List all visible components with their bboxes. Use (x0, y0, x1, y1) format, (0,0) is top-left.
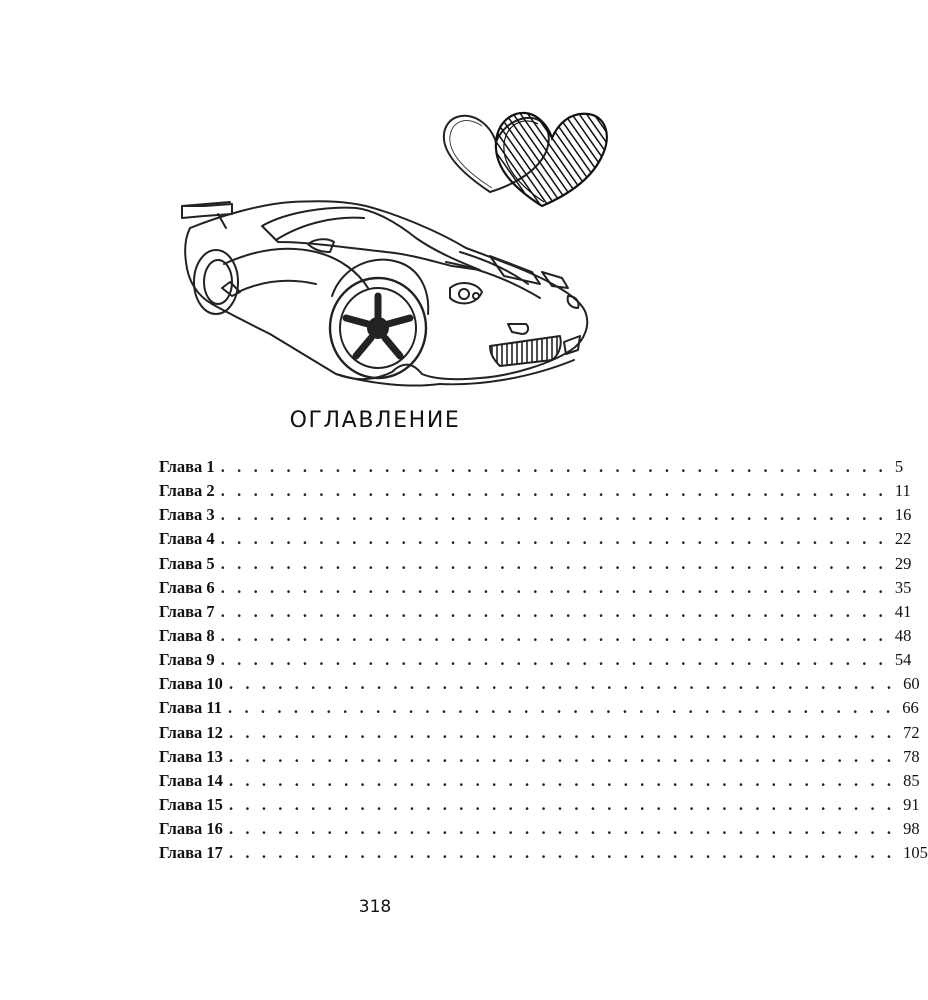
toc-leader-dots: . . . . . . . . . . . . . . . . . . . . . . . . . . . . . . . . . . . . . . . . . (220, 625, 887, 645)
toc-entry-page: 54 (894, 650, 912, 670)
toc-leader-dots: . . . . . . . . . . . . . . . . . . . . . . . . . . . . . . . . . . . . . . . . . (228, 674, 896, 694)
toc-entry-label: Глава 6 (159, 577, 215, 597)
toc-heading: ОГЛАВЛЕНИЕ (289, 408, 461, 433)
toc-entry-1[interactable] (159, 457, 904, 481)
toc-entry-3[interactable] (159, 505, 912, 529)
toc-leader-dots: . . . . . . . . . . . . . . . . . . . . . . . . . . . . . . . . . . . . . . . . . (220, 553, 887, 573)
toc-leader-dots: . . . . . . . . . . . . . . . . . . . . . . . . . . . . . . . . . . . . . . . . . (220, 529, 887, 549)
toc-entry-7[interactable] (159, 601, 912, 626)
toc-entry-label: Глава 5 (159, 553, 215, 573)
toc-entry-6[interactable] (159, 577, 912, 602)
toc-leader-dots: . . . . . . . . . . . . . . . . . . . . . . . . . . . . . . . . . . . . . . . . . (228, 770, 896, 790)
toc-entry-10[interactable] (159, 674, 920, 698)
sports-car-drawing (182, 201, 587, 385)
toc-entry-label: Глава 3 (159, 505, 215, 525)
toc-entry-page: 105 (903, 843, 928, 863)
toc-entry-page: 11 (894, 481, 911, 501)
toc-leader-dots: . . . . . . . . . . . . . . . . . . . . . . . . . . . . . . . . . . . . . . . . . (220, 481, 887, 501)
toc-entry-page: 22 (894, 529, 912, 549)
toc-entry-page: 91 (903, 794, 920, 814)
toc-entry-label: Глава 1 (159, 457, 215, 476)
toc-leader-dots: . . . . . . . . . . . . . . . . . . . . . . . . . . . . . . . . . . . . . . . . . (228, 843, 896, 863)
toc-entry-page: 35 (894, 577, 912, 597)
toc-entry-page: 48 (894, 625, 912, 645)
table-of-contents (159, 457, 928, 867)
toc-entry-page: 72 (903, 722, 920, 742)
toc-leader-dots: . . . . . . . . . . . . . . . . . . . . . . . . . . . . . . . . . . . . . . . . . (228, 794, 896, 814)
car-and-hearts-illustration (160, 92, 620, 402)
toc-entry-label: Глава 17 (159, 843, 223, 863)
toc-entry-13[interactable] (159, 746, 920, 771)
toc-entry-label: Глава 10 (159, 674, 223, 694)
toc-entry-page: 29 (894, 553, 912, 573)
toc-leader-dots: . . . . . . . . . . . . . . . . . . . . . . . . . . . . . . . . . . . . . . . . . (220, 505, 887, 525)
toc-entry-page: 16 (894, 505, 912, 525)
toc-leader-dots: . . . . . . . . . . . . . . . . . . . . . . . . . . . . . . . . . . . . . . . . . (228, 722, 896, 742)
toc-entry-label: Глава 8 (159, 625, 215, 645)
toc-leader-dots: . . . . . . . . . . . . . . . . . . . . . . . . . . . . . . . . . . . . . . . . . (228, 698, 895, 718)
toc-leader-dots: . . . . . . . . . . . . . . . . . . . . . . . . . . . . . . . . . . . . . . . . . (228, 819, 896, 839)
toc-entry-page: 66 (902, 698, 919, 718)
toc-entry-page: 98 (903, 819, 920, 839)
toc-entry-label: Глава 16 (159, 819, 223, 839)
toc-entry-label: Глава 7 (159, 601, 215, 621)
toc-entry-15[interactable] (159, 794, 920, 819)
toc-leader-dots: . . . . . . . . . . . . . . . . . . . . . . . . . . . . . . . . . . . . . . . . . (220, 577, 887, 597)
toc-entry-9[interactable] (159, 650, 912, 674)
toc-entry-12[interactable] (159, 722, 920, 747)
toc-leader-dots: . . . . . . . . . . . . . . . . . . . . . . . . . . . . . . . . . . . . . . . . . (228, 746, 896, 766)
toc-entry-label: Глава 14 (159, 770, 223, 790)
toc-entry-5[interactable] (159, 553, 912, 578)
toc-entry-page: 85 (903, 770, 920, 790)
toc-leader-dots: . . . . . . . . . . . . . . . . . . . . . . . . . . . . . . . . . . . . . . . . . (220, 650, 887, 670)
toc-entry-label: Глава 13 (159, 746, 223, 766)
toc-entry-page: 5 (894, 457, 904, 476)
toc-entry-2[interactable] (159, 481, 911, 505)
toc-entry-page: 60 (903, 674, 920, 694)
toc-leader-dots: . . . . . . . . . . . . . . . . . . . . . . . . . . . . . . . . . . . . . . . . . (220, 457, 887, 476)
toc-entry-11[interactable] (159, 698, 919, 722)
toc-entry-4[interactable] (159, 529, 912, 553)
toc-leader-dots: . . . . . . . . . . . . . . . . . . . . . . . . . . . . . . . . . . . . . . . . . (220, 601, 887, 621)
toc-entry-14[interactable] (159, 770, 920, 795)
toc-entry-17[interactable] (159, 843, 928, 867)
toc-entry-label: Глава 11 (159, 698, 223, 718)
page-number: 318 (358, 897, 392, 917)
toc-entry-label: Глава 4 (159, 529, 215, 549)
toc-entry-page: 41 (894, 601, 912, 621)
toc-entry-label: Глава 12 (159, 722, 223, 742)
toc-entry-label: Глава 15 (159, 794, 223, 814)
toc-entry-label: Глава 9 (159, 650, 215, 670)
toc-entry-8[interactable] (159, 625, 912, 650)
toc-entry-page: 78 (903, 746, 920, 766)
toc-entry-label: Глава 2 (159, 481, 215, 501)
toc-entry-16[interactable] (159, 819, 920, 843)
